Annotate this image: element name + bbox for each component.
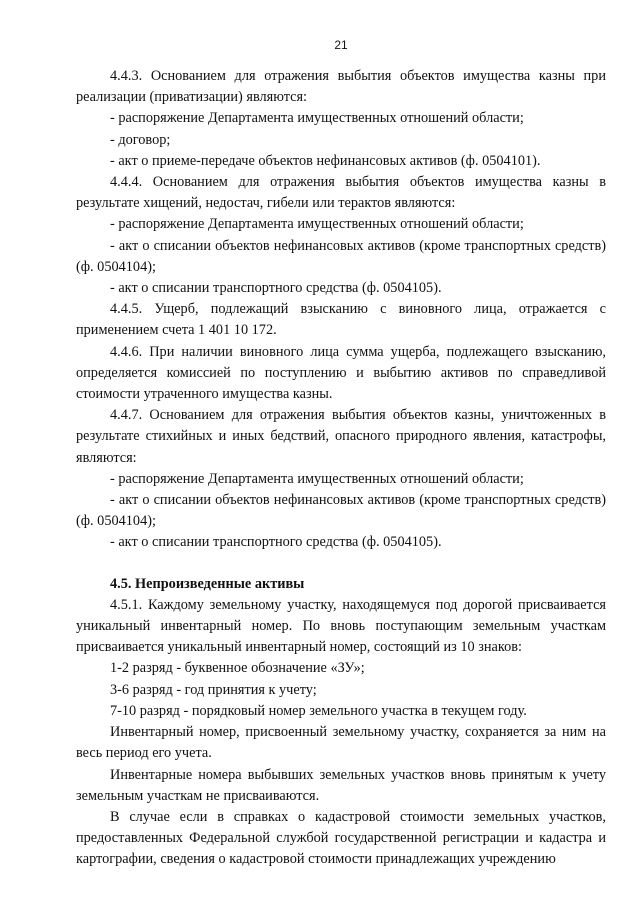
paragraph: 4.4.6. При наличии виновного лица сумма ущерба, подлежащего взысканию, определяется комиссией по поступлению и выбытию активов по справедливой стоимости утраченного имущества казны. <box>76 343 606 403</box>
paragraph: 4.4.3. Основанием для отражения выбытия объектов имущества казны при реализации (приватизации) являются: <box>76 68 606 106</box>
paragraph: Инвентарный номер, присвоенный земельному участку, сохраняется за ним на весь период его учета. <box>76 724 606 762</box>
list-item: - акт о приеме-передаче объектов нефинансовых активов (ф. 0504101). <box>110 152 541 169</box>
paragraph: 4.5.1. Каждому земельному участку, находящемуся под дорогой присваивается уникальный инвентарный номер. По вновь поступающим земельным участкам присваивается уникальный инвентарный номер, состоящий из 10 знаков: <box>76 596 606 656</box>
document-body <box>76 66 606 871</box>
list-item: - распоряжение Департамента имущественных отношений области; <box>110 110 524 127</box>
list-item: 1-2 разряд - буквенное обозначение «ЗУ»; <box>110 660 365 677</box>
list-item: - распоряжение Департамента имущественных отношений области; <box>110 470 524 487</box>
list-item: - распоряжение Департамента имущественных отношений области; <box>110 216 524 233</box>
page-number: 21 <box>334 38 348 52</box>
list-item: - акт о списании транспортного средства (ф. 0504105). <box>110 280 442 297</box>
list-item: - акт о списании объектов нефинансовых активов (кроме транспортных средств) (ф. 0504104); <box>76 492 606 530</box>
list-item: - договор; <box>110 131 171 148</box>
list-item: - акт о списании объектов нефинансовых активов (кроме транспортных средств) (ф. 0504104); <box>76 237 606 275</box>
paragraph: В случае если в справках о кадастровой стоимости земельных участков, предоставленных Федеральной службой государственной регистрации и кадастра и картографии, сведения о кадастровой стоимости принадлежащих учреждению <box>76 808 606 868</box>
list-item: - акт о списании транспортного средства (ф. 0504105). <box>110 534 442 551</box>
paragraph: Инвентарные номера выбывших земельных участков вновь принятым к учету земельным участкам не присваиваются. <box>76 766 606 804</box>
paragraph: 4.4.7. Основанием для отражения выбытия объектов казны, уничтоженных в результате стихийных и иных бедствий, опасного природного явления, катастрофы, являются: <box>76 407 606 466</box>
list-item: 7-10 разряд - порядковый номер земельного участка в текущем году. <box>110 702 527 719</box>
paragraph: 4.4.4. Основанием для отражения выбытия объектов имущества казны в результате хищений, недостач, гибели или терактов являются: <box>76 174 606 212</box>
list-item: 3-6 разряд - год принятия к учету; <box>110 681 317 698</box>
section-gap <box>76 554 606 574</box>
section-heading: 4.5. Непроизведенные активы <box>110 575 305 592</box>
paragraph: 4.4.5. Ущерб, подлежащий взысканию с виновного лица, отражается с применением счета 1 401 10 172. <box>76 301 606 339</box>
